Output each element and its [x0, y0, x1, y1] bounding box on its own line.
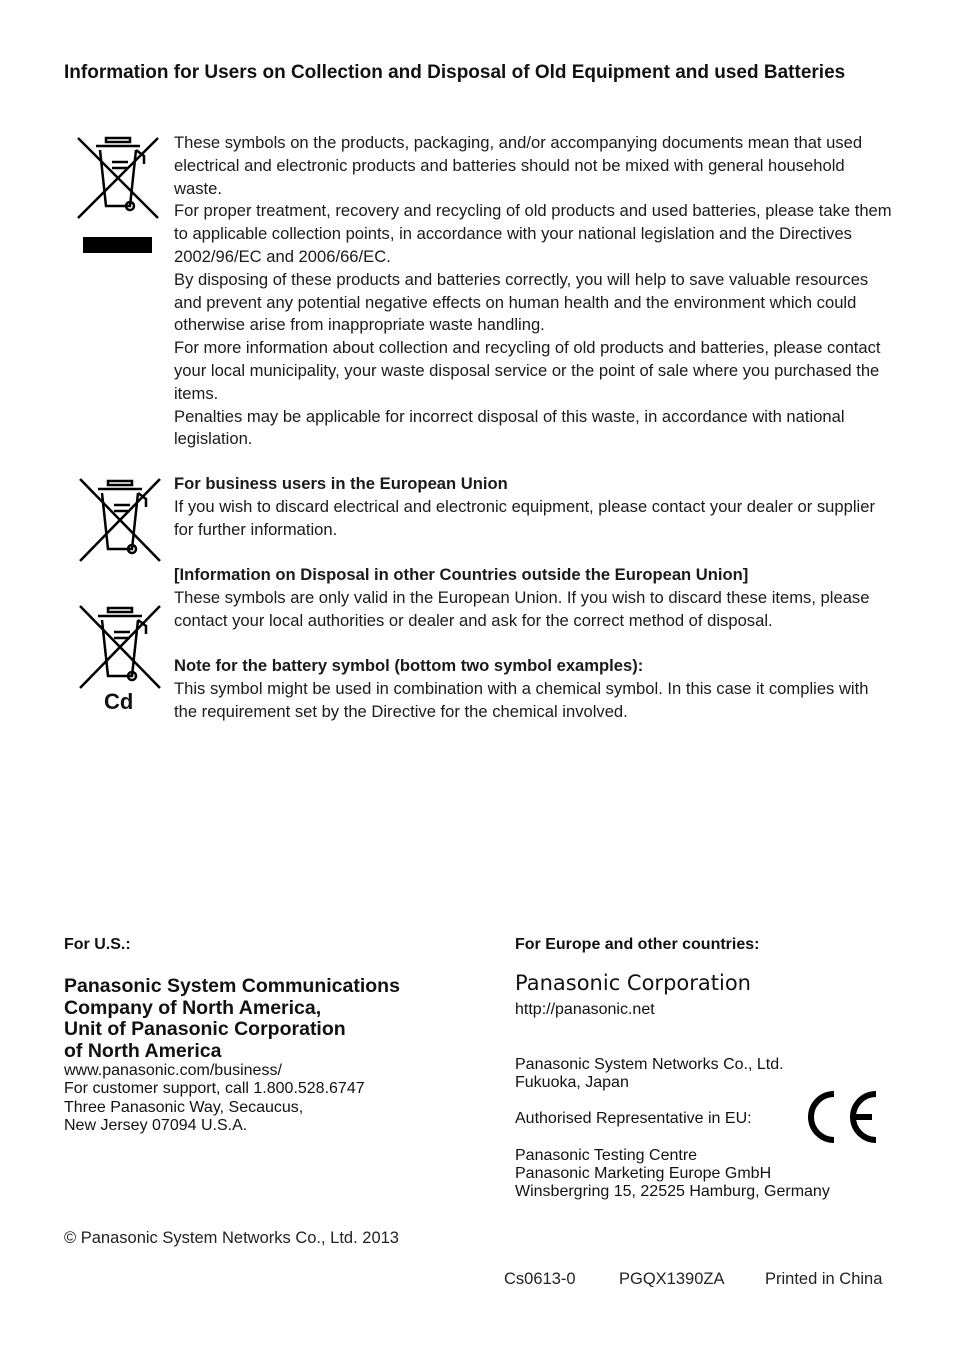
crossed-bin-icon — [76, 136, 160, 220]
section-3 — [174, 564, 894, 632]
paragraph: By disposing of these products and batteries correctly, you will help to save valuable resources and prevent any potential negative effects on human health and the environment which could otherwise arise from inappropriate waste handling. — [174, 269, 869, 335]
paragraph: This symbol might be used in combination with a chemical symbol. In this case it complies with the requirement set by the Directive for the chemical involved. — [174, 678, 869, 721]
us-address-line: Three Panasonic Way, Secaucus, — [64, 1098, 304, 1116]
rep-line: Panasonic Marketing Europe GmbH — [515, 1165, 772, 1182]
underline-bar — [83, 237, 152, 253]
page-title: Information for Users on Collection and Disposal of Old Equipment and used Batteries — [64, 62, 846, 83]
maker-line: Fukuoka, Japan — [515, 1074, 629, 1091]
section-4 — [174, 655, 894, 723]
copyright: © Panasonic System Networks Co., Ltd. 2013 — [64, 1229, 399, 1247]
maker-line: Panasonic System Networks Co., Ltd. — [515, 1056, 784, 1073]
company-line: Panasonic System Communications — [64, 975, 400, 997]
chemical-symbol: Cd — [104, 689, 134, 714]
footer-code: Cs0613-0 — [504, 1270, 576, 1288]
paragraph: Penalties may be applicable for incorrect disposal of this waste, in accordance with national legislation. — [174, 406, 845, 449]
company-line: Unit of Panasonic Corporation — [64, 1018, 346, 1040]
us-url: www.panasonic.com/business/ — [64, 1062, 282, 1079]
paragraph: These symbols on the products, packaging, and/or accompanying documents mean that used electrical and electronic products and batteries should not be mixed with general household waste. — [174, 133, 863, 198]
europe-label: For Europe and other countries: — [515, 936, 760, 953]
us-address-line: New Jersey 07094 U.S.A. — [64, 1116, 248, 1134]
section-2 — [174, 473, 894, 541]
footer-printed: Printed in China — [765, 1270, 883, 1288]
section-1-text — [174, 132, 894, 451]
europe-url: http://panasonic.net — [515, 1001, 655, 1018]
paragraph: For proper treatment, recovery and recycling of old products and used batteries, please take them to applicable collection points, in accordance with your national legislation and the Directives 2002/96/EC and 2006/66/EC. — [174, 201, 892, 266]
corp-name: Panasonic Corporation — [515, 971, 751, 995]
paragraph: These symbols are only valid in the European Union. If you wish to discard these items, please contact your local authorities or dealer and ask for the correct method of disposal. — [174, 587, 870, 630]
section-heading: For business users in the European Union — [174, 474, 508, 493]
us-address-block — [64, 976, 484, 1135]
crossed-bin-icon — [78, 477, 162, 563]
section-heading: [Information on Disposal in other Countries outside the European Union] — [174, 565, 749, 584]
rep-line: Panasonic Testing Centre — [515, 1147, 698, 1164]
company-line: of North America — [64, 1039, 222, 1062]
company-line: Company of North America, — [64, 996, 322, 1019]
paragraph: If you wish to discard electrical and electronic equipment, please contact your dealer or supplier for further information. — [174, 496, 875, 539]
footer-code: PGQX1390ZA — [619, 1270, 725, 1288]
us-label: For U.S.: — [64, 936, 131, 953]
us-support: For customer support, call 1.800.528.6747 — [64, 1080, 365, 1098]
paragraph: For more information about collection and recycling of old products and batteries, please contact your local municipality, your waste disposal service or the point of sale where you purchased the items. — [174, 338, 881, 403]
rep-label: Authorised Representative in EU: — [515, 1110, 752, 1127]
ce-mark-icon — [800, 1088, 880, 1146]
crossed-bin-icon — [78, 604, 162, 690]
section-heading: Note for the battery symbol (bottom two symbol examples): — [174, 656, 644, 675]
rep-line: Winsbergring 15, 22525 Hamburg, Germany — [515, 1183, 830, 1200]
